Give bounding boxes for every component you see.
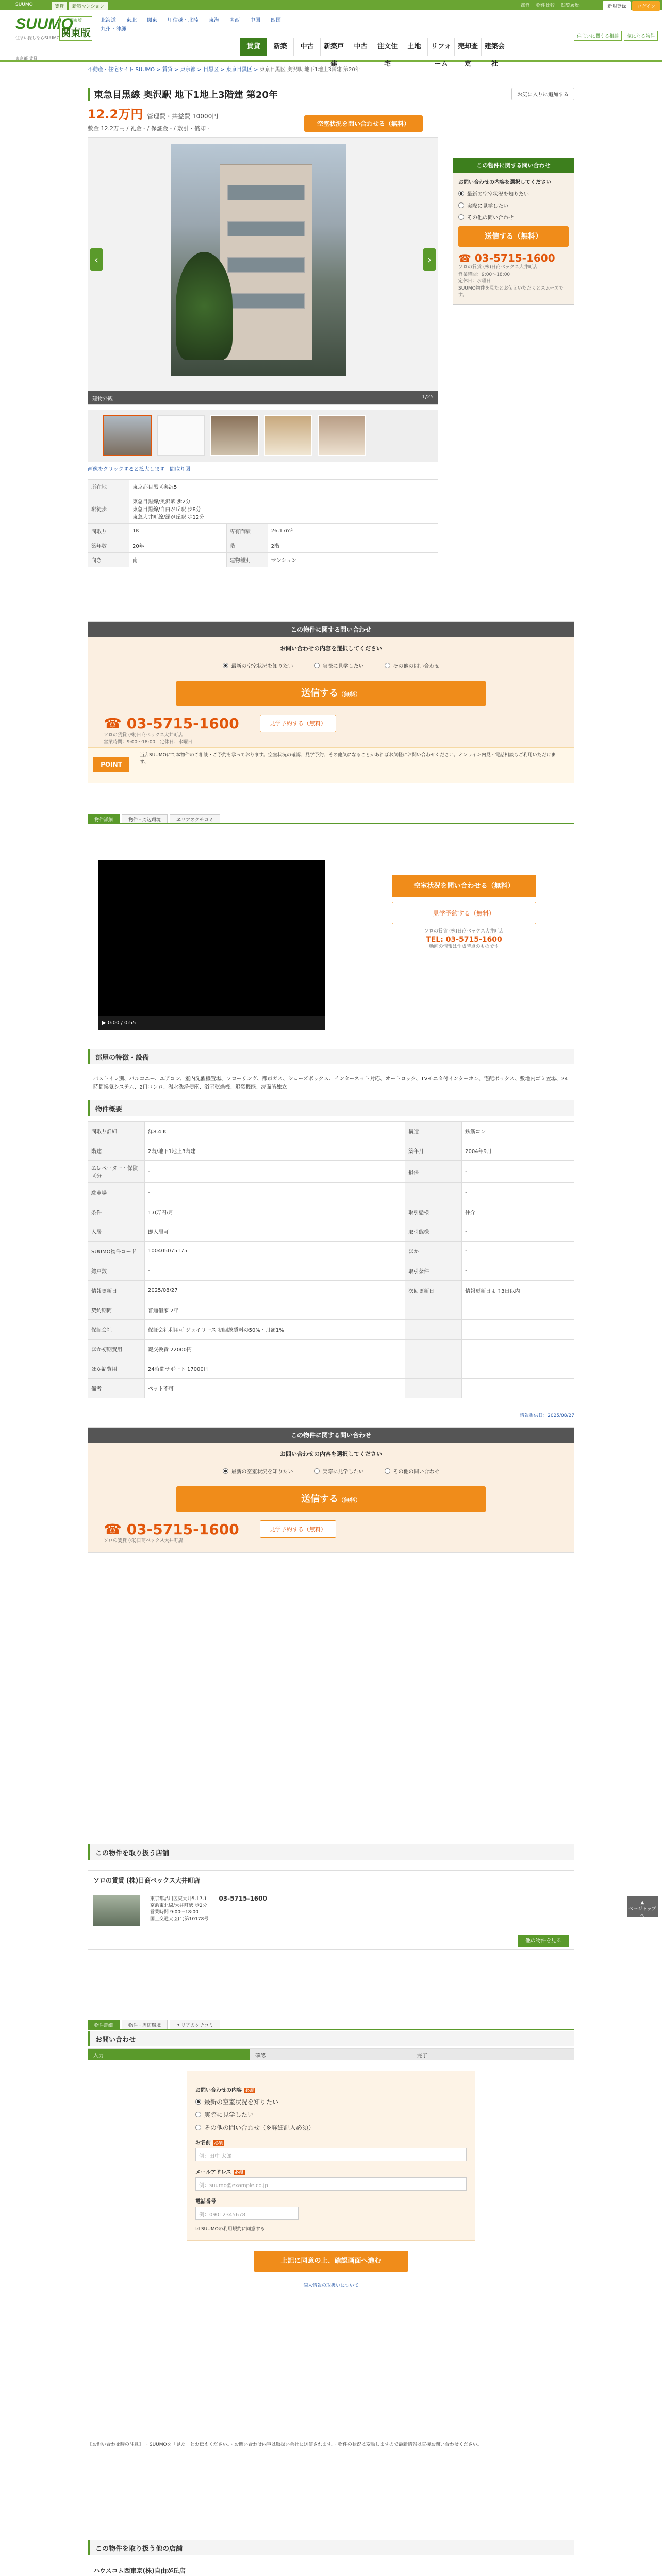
spec-label: 間取り詳細 bbox=[88, 1122, 145, 1141]
spec-value: 普通借家 2年 bbox=[145, 1300, 405, 1320]
point-text: 当店SUUMOにて本物件のご相談・ご予約も承っております。空室状況の確認、見学予約、その他気になることがあればお気軽にお問い合わせください。オンライン内見・電話相談もご利用いただけます。 bbox=[140, 753, 556, 766]
region-link[interactable]: 四国 bbox=[271, 18, 281, 23]
main-nav bbox=[240, 38, 508, 68]
thumbnail[interactable] bbox=[210, 415, 259, 456]
spec-value bbox=[462, 1340, 574, 1359]
spec-value bbox=[462, 1359, 574, 1379]
nav-kenchiku[interactable]: 建築会社 bbox=[481, 38, 508, 56]
spec-label: 入居 bbox=[88, 1222, 145, 1242]
phone-number: 03-5715-1600 bbox=[126, 715, 239, 732]
email-label bbox=[195, 2167, 467, 2175]
video-company: ソロの賃貸 (株)日商ベックス大井町店 bbox=[424, 929, 504, 934]
breadcrumb-current: 東京目黒区 奥沢駅 地下1地上3階建 第20年 bbox=[259, 67, 360, 73]
form-radio[interactable] bbox=[195, 2097, 467, 2106]
spec-value: - bbox=[462, 1161, 574, 1183]
info-value: 20年 bbox=[129, 538, 227, 553]
video-note: 動画の情報は作成時点のものです bbox=[429, 944, 499, 950]
tel-label-text: 電話番号 bbox=[195, 2199, 216, 2205]
breadcrumb-link[interactable]: 目黒区 bbox=[203, 67, 219, 73]
spec-label: 条件 bbox=[88, 1202, 145, 1222]
inquiry-radio[interactable] bbox=[314, 662, 364, 669]
radio-icon bbox=[458, 214, 464, 220]
privacy-link[interactable]: 個人情報の取扱いについて bbox=[303, 2283, 359, 2289]
photo-caption: 建物外観 bbox=[92, 396, 113, 402]
summary-table bbox=[88, 479, 438, 567]
tel-input[interactable]: 例：09012345678 bbox=[195, 2207, 299, 2220]
spec-label: 取引条件 bbox=[405, 1261, 462, 1281]
spec-value: - bbox=[145, 1161, 405, 1183]
below-photo-note bbox=[88, 465, 190, 472]
spec-label: 駐車場 bbox=[88, 1183, 145, 1202]
spec-value: - bbox=[145, 1261, 405, 1281]
inquiry-heading: この物件に関する問い合わせ bbox=[88, 622, 574, 637]
phone-icon: ☎ bbox=[104, 1520, 127, 1538]
spec-heading: 物件概要 bbox=[88, 1100, 574, 1116]
video-visit-button[interactable]: 見学予約する（無料） bbox=[392, 902, 536, 924]
form-heading: お問い合わせ bbox=[88, 2031, 574, 2046]
store-photo bbox=[93, 1895, 140, 1926]
info-value: 南 bbox=[129, 553, 227, 567]
thumbnail[interactable] bbox=[157, 415, 205, 456]
register-button[interactable]: 新規登録 bbox=[603, 1, 631, 11]
store-more-button[interactable]: 他の物件を見る bbox=[518, 1935, 569, 1947]
inquiry-form bbox=[88, 2048, 574, 2295]
radio-icon bbox=[458, 191, 464, 196]
breadcrumb-link[interactable]: 不動産・住宅サイト SUUMO bbox=[88, 67, 155, 73]
radio-label: 実際に見学したい bbox=[322, 664, 364, 669]
topbar-right-link[interactable]: 物件比較 bbox=[536, 3, 555, 8]
up-arrow-icon: ▲ bbox=[640, 1900, 644, 1905]
video-controls[interactable] bbox=[98, 1016, 325, 1030]
detail-tabs-2 bbox=[88, 2020, 574, 2030]
radio-label: 最新の空室状況を知りたい bbox=[231, 664, 293, 669]
photo-caption-bar bbox=[88, 391, 438, 404]
info-label: 間取り bbox=[88, 524, 129, 538]
sidebar-inquiry bbox=[453, 158, 574, 305]
top-inquiry-button[interactable]: 空室状況を問い合わせる（無料） bbox=[304, 115, 423, 132]
form-radio[interactable] bbox=[195, 2123, 467, 2132]
radio-icon bbox=[223, 663, 228, 668]
send-sublabel: （無料） bbox=[338, 691, 361, 698]
info-label: 向き bbox=[88, 553, 129, 567]
equipment-text: バストイレ別、バルコニー、エアコン、室内洗濯機置場、フローリング、都市ガス、シューズボックス、インターネット対応、オートロック、TVモニタ付インターホン、宅配ボックス、敷地内ゴミ置場、24時間換気システム、2口コンロ、温水洗浄便座、浴室乾燥機、追焚機能、洗面所独立 bbox=[88, 1070, 574, 1097]
tab-reviews[interactable]: エリアのクチコミ bbox=[170, 2020, 220, 2029]
sidebar-hours: 営業時間：9:00～18:00 定休日：水曜日 bbox=[458, 272, 510, 284]
confirm-button[interactable]: 上記に同意の上、確認画面へ進む bbox=[254, 2251, 408, 2272]
building-photo bbox=[171, 144, 346, 376]
spec-value bbox=[462, 1379, 574, 1398]
area-badge-top: 関東版 bbox=[60, 17, 92, 24]
spec-label: SUUMO物件コード bbox=[88, 1242, 145, 1261]
visit-reserve-button[interactable]: 見学予約する（無料） bbox=[260, 1520, 336, 1538]
detail-tabs bbox=[88, 814, 574, 824]
spec-value: 2004年9月 bbox=[462, 1141, 574, 1161]
spec-label bbox=[405, 1379, 462, 1398]
spec-label: 総戸数 bbox=[88, 1261, 145, 1281]
fine-print: 【お問い合わせ時の注意】 ・SUUMOを「見た」とお伝えください。・お問い合わせ内容は取扱い会社に送信されます。・物件の状況は変動しますので最新情報は直接お問い合わせください。 bbox=[88, 2442, 482, 2447]
sidebar-heading: この物件に関する問い合わせ bbox=[453, 158, 574, 173]
thumbnail[interactable] bbox=[264, 415, 312, 456]
inquiry-box bbox=[88, 621, 574, 754]
header-favorite-button[interactable]: 気になる物件 bbox=[624, 31, 658, 41]
deposit-fees: 敷金 12.2万円 / 礼金 - / 保証金 - / 敷引・償却 - bbox=[88, 125, 210, 132]
radio-label: 実際に見学したい bbox=[467, 204, 508, 209]
form-step-input: 入力 bbox=[88, 2049, 250, 2060]
store-heading: この物件を取り扱う店舗 bbox=[88, 1844, 574, 1860]
thumbnail[interactable] bbox=[318, 415, 366, 456]
video-inquiry-button[interactable]: 空室状況を問い合わせる（無料） bbox=[392, 875, 536, 897]
topbar-link[interactable]: 賃貸 bbox=[52, 2, 67, 10]
floorplan-link[interactable]: 間取り図 bbox=[170, 467, 191, 472]
info-label: 築年数 bbox=[88, 538, 129, 553]
page-top-button[interactable] bbox=[627, 1896, 658, 1917]
other-store-heading: この物件を取り扱う他の店舗 bbox=[88, 2540, 574, 2555]
radio-icon bbox=[223, 1468, 228, 1474]
sidebar-radio[interactable] bbox=[458, 213, 569, 221]
nav-reform[interactable]: リフォーム bbox=[427, 38, 454, 56]
photo-prev-arrow[interactable]: ‹ bbox=[90, 248, 103, 271]
spec-label bbox=[405, 1183, 462, 1202]
store-address: 東京都品川区東大井5-17-1 bbox=[150, 1896, 207, 1902]
tel-label bbox=[195, 2197, 467, 2205]
info-value: 1K bbox=[129, 524, 227, 538]
store-access: 京浜東北線/大井町駅 歩2分 bbox=[150, 1903, 207, 1908]
topbar-right-link[interactable]: 閲覧履歴 bbox=[560, 3, 580, 8]
info-label: 建物種別 bbox=[226, 553, 268, 567]
video-tel: TEL: 03-5715-1600 bbox=[426, 935, 502, 944]
point-label: POINT bbox=[93, 757, 129, 772]
info-label: 専有面積 bbox=[226, 524, 268, 538]
spec-label: 保証会社 bbox=[88, 1320, 145, 1340]
region-link[interactable]: 関東 bbox=[147, 18, 157, 23]
photo-next-arrow[interactable]: › bbox=[423, 248, 436, 271]
spec-value: ペット不可 bbox=[145, 1379, 405, 1398]
radio-label: 最新の空室状況を知りたい bbox=[231, 1469, 293, 1475]
required-badge: 必須 bbox=[234, 2170, 245, 2175]
tab-environment[interactable]: 物件・周辺環境 bbox=[122, 814, 168, 823]
form-question-label bbox=[195, 2086, 467, 2093]
topbar-intro: SUUMO bbox=[15, 2, 33, 7]
region-link[interactable]: 甲信越・北陸 bbox=[168, 18, 198, 23]
radio-icon bbox=[195, 2112, 201, 2117]
topbar-right-link[interactable]: 都営 bbox=[520, 3, 530, 8]
spec-value: - bbox=[145, 1183, 405, 1202]
radio-label: 実際に見学したい bbox=[322, 1469, 364, 1475]
spec-table bbox=[88, 1121, 574, 1398]
checkbox-icon: ☑ bbox=[195, 2227, 201, 2232]
spec-value: 鍵交換費 22000円 bbox=[145, 1340, 405, 1359]
suumo-logo[interactable]: SUUMO bbox=[15, 15, 73, 32]
store-name[interactable]: ソロの賃貸 (株)日商ベックス大井町店 bbox=[93, 1877, 201, 1884]
email-label-text: メールアドレス bbox=[195, 2170, 231, 2175]
spec-label: 情報更新日 bbox=[88, 1281, 145, 1300]
send-label: 送信する bbox=[301, 1494, 338, 1504]
login-button[interactable]: ログイン bbox=[632, 1, 660, 11]
sidebar-question: お問い合わせの内容を選択してください bbox=[458, 180, 551, 185]
spec-label: 取引態様 bbox=[405, 1222, 462, 1242]
spec-value bbox=[462, 1300, 574, 1320]
spec-value: 鉄筋コン bbox=[462, 1122, 574, 1141]
radio-label: 最新の空室状況を知りたい bbox=[204, 2098, 279, 2106]
phone-icon: ☎ bbox=[104, 715, 127, 732]
region-link[interactable]: 東北 bbox=[126, 18, 137, 23]
name-label-text: お名前 bbox=[195, 2140, 211, 2146]
property-title: 東急目黒線 奥沢駅 地下1地上3階建 第20年 bbox=[88, 88, 574, 101]
spec-label: 損保 bbox=[405, 1161, 462, 1183]
radio-icon bbox=[385, 663, 390, 668]
radio-label: 実際に見学したい bbox=[204, 2111, 254, 2119]
radio-icon bbox=[314, 663, 320, 668]
favorite-button[interactable]: お気に入りに追加する bbox=[511, 88, 574, 100]
spec-value: 洋8.4 K bbox=[145, 1122, 405, 1141]
inquiry-send-button[interactable] bbox=[176, 681, 486, 706]
tab-environment[interactable]: 物件・周辺環境 bbox=[122, 2020, 168, 2029]
spec-label: ほか初期費用 bbox=[88, 1340, 145, 1359]
radio-icon bbox=[195, 2099, 201, 2105]
area-badge-name: 関東版 bbox=[61, 27, 91, 39]
play-icon[interactable]: ▶ bbox=[102, 1020, 108, 1026]
inquiry-radio[interactable] bbox=[385, 662, 440, 669]
radio-label: その他の問い合わせ bbox=[393, 1469, 440, 1475]
store-hours: 営業時間 9:00～18:00 bbox=[150, 1910, 199, 1915]
spec-label bbox=[405, 1320, 462, 1340]
info-label: 階 bbox=[226, 538, 268, 553]
top-strip bbox=[0, 0, 662, 10]
spec-label: 構造 bbox=[405, 1122, 462, 1141]
info-value: 2階 bbox=[268, 538, 438, 553]
nav-tochi[interactable]: 土地 bbox=[401, 38, 427, 56]
spec-label: エレベーター・保険区分 bbox=[88, 1161, 145, 1183]
breadcrumb-link[interactable]: 東京都 bbox=[180, 67, 196, 73]
radio-label: その他の問い合わせ bbox=[467, 215, 514, 221]
form-step-confirm: 確認 bbox=[255, 2053, 266, 2059]
phone-number: 03-5715-1600 bbox=[126, 1520, 239, 1538]
spec-value: - bbox=[462, 1222, 574, 1242]
radio-icon bbox=[195, 2125, 201, 2130]
spec-label bbox=[405, 1340, 462, 1359]
info-label: 所在地 bbox=[88, 480, 129, 494]
info-value: 東急目黒線/奥沢駅 歩2分 東急目黒線/自由が丘駅 歩8分 東急大井町線/緑が丘駅 歩12分 bbox=[129, 494, 438, 524]
nav-shinchiku[interactable]: 新築 bbox=[267, 38, 293, 56]
email-input[interactable]: 例：suumo@example.co.jp bbox=[195, 2177, 467, 2191]
radio-icon bbox=[458, 202, 464, 208]
nav-chumon[interactable]: 注文住宅 bbox=[374, 38, 401, 56]
radio-label: その他の問い合わせ（※詳細記入必須） bbox=[204, 2124, 315, 2131]
nav-shinchiku-kodate[interactable]: 新築戸建 bbox=[320, 38, 347, 56]
q-text: お問い合わせの内容 bbox=[195, 2088, 242, 2093]
sidebar-company: ソロの賃貸 (株)日商ベックス大井町店 bbox=[458, 265, 538, 270]
send-sublabel: （無料） bbox=[338, 1497, 361, 1503]
sidebar-phone bbox=[458, 252, 569, 264]
breadcrumb: 不動産・住宅サイト SUUMO > 賃貸 > 東京都 > 目黒区 > 東京目黒区 > 東京目黒区 奥沢駅 地下1地上3階建 第20年 bbox=[88, 67, 360, 73]
region-link[interactable]: 九州・沖縄 bbox=[101, 27, 126, 32]
spec-value: 2025/08/27 bbox=[145, 1281, 405, 1300]
spec-label: ほか諸費用 bbox=[88, 1359, 145, 1379]
spec-label: ほか bbox=[405, 1242, 462, 1261]
info-label: 駅徒歩 bbox=[88, 494, 129, 524]
region-link[interactable]: 東海 bbox=[209, 18, 219, 23]
spec-value: 仲介 bbox=[462, 1202, 574, 1222]
radio-icon bbox=[385, 1468, 390, 1474]
region-link[interactable]: 関西 bbox=[229, 18, 240, 23]
spec-label: 次回更新日 bbox=[405, 1281, 462, 1300]
inquiry-radio[interactable] bbox=[314, 1467, 364, 1475]
visit-reserve-button[interactable]: 見学予約する（無料） bbox=[260, 715, 336, 732]
spec-label: 階建 bbox=[88, 1141, 145, 1161]
thumbnail[interactable] bbox=[103, 415, 152, 456]
site-header bbox=[0, 10, 662, 68]
required-badge: 必須 bbox=[213, 2140, 224, 2146]
form-step-done: 完了 bbox=[417, 2053, 427, 2059]
tab-reviews[interactable]: エリアのクチコミ bbox=[170, 814, 220, 823]
spec-value: 2階/地下1地上3階建 bbox=[145, 1141, 405, 1161]
nav-chuko-kodate[interactable]: 中古 bbox=[347, 38, 374, 56]
spec-label: 取引態様 bbox=[405, 1202, 462, 1222]
breadcrumb-link[interactable]: 賃貸 bbox=[162, 67, 173, 73]
inquiry-company: ソロの賃貸 (株)日商ベックス大井町店 bbox=[104, 733, 183, 738]
spec-value: 保証会社利用可 ジェイリース 初回総賃料の50%・月額1% bbox=[145, 1320, 405, 1340]
phone-icon: ☎ bbox=[458, 252, 475, 264]
inquiry-radio[interactable] bbox=[223, 662, 293, 669]
logo-subtitle: 住まい探しならSUUMO bbox=[15, 36, 60, 40]
radio-icon bbox=[314, 1468, 320, 1474]
video-time: 0:00 / 0:55 bbox=[107, 1020, 136, 1026]
inquiry-box-2 bbox=[88, 1427, 574, 1553]
radio-label: 最新の空室状況を知りたい bbox=[467, 192, 529, 197]
equipment-heading: 部屋の特徴・設備 bbox=[88, 1049, 574, 1064]
spec-label: 築年月 bbox=[405, 1141, 462, 1161]
spec-value: - bbox=[462, 1242, 574, 1261]
spec-value: 24時間サポート 17000円 bbox=[145, 1359, 405, 1379]
spec-note: 情報提供日：2025/08/27 bbox=[520, 1413, 574, 1418]
info-value: 26.17m² bbox=[268, 524, 438, 538]
required-badge: 必須 bbox=[244, 2088, 255, 2093]
name-input[interactable]: 例：田中 太郎 bbox=[195, 2148, 467, 2161]
area-badge bbox=[59, 16, 92, 41]
spec-value: 1.0万円/月 bbox=[145, 1202, 405, 1222]
radio-label: その他の問い合わせ bbox=[393, 664, 440, 669]
spec-label: 契約期間 bbox=[88, 1300, 145, 1320]
breadcrumb-link[interactable]: 東京目黒区 bbox=[226, 67, 252, 73]
topbar-link[interactable]: 新築マンション bbox=[69, 2, 108, 10]
nav-chintai[interactable]: 賃貸 bbox=[240, 38, 267, 56]
sidebar-send-button[interactable]: 送信する（無料） bbox=[458, 226, 569, 247]
spec-value: 情報更新日より3日以内 bbox=[462, 1281, 574, 1300]
inquiry-radio[interactable] bbox=[223, 1467, 293, 1475]
inquiry-radio[interactable] bbox=[385, 1467, 440, 1475]
sidebar-note: SUUMO物件を見たとお伝えいただくとスムーズです。 bbox=[458, 285, 564, 298]
sidebar-radio[interactable] bbox=[458, 201, 569, 209]
send-label: 送信する bbox=[301, 688, 338, 699]
rent-price: 12.2万円 bbox=[88, 107, 143, 122]
other-store-name[interactable]: ハウスコム西東京(株)自由が丘店 bbox=[93, 2567, 186, 2574]
inquiry-heading: この物件に関する問い合わせ bbox=[88, 1428, 574, 1443]
spec-value: - bbox=[462, 1183, 574, 1202]
store-box bbox=[88, 1870, 574, 1950]
spec-value bbox=[462, 1320, 574, 1340]
inquiry-send-button[interactable] bbox=[176, 1486, 486, 1512]
agree-label: SUUMOの利用規約に同意する bbox=[201, 2227, 265, 2232]
name-label bbox=[195, 2138, 467, 2146]
agree-checkbox[interactable] bbox=[195, 2225, 467, 2232]
form-radio[interactable] bbox=[195, 2110, 467, 2119]
tab-detail[interactable]: 物件詳細 bbox=[88, 814, 120, 823]
store-license: 国土交通大臣(1)第10178号 bbox=[150, 1917, 209, 1922]
thumbnail-strip bbox=[88, 410, 438, 462]
inquiry-phone bbox=[104, 1521, 239, 1538]
phone-number: 03-5715-1600 bbox=[474, 252, 555, 264]
store-tel: 03-5715-1600 bbox=[219, 1895, 267, 1902]
photo-counter: 1/25 bbox=[422, 394, 434, 400]
video-side-cta bbox=[366, 871, 562, 951]
nav-baikyaku[interactable]: 売却査定 bbox=[454, 38, 481, 56]
page-top-label: ページトップへ bbox=[628, 1907, 656, 1919]
region-link[interactable]: 中国 bbox=[250, 18, 260, 23]
photo-note: 画像をクリックすると拡大します bbox=[88, 467, 165, 472]
sidebar-radio[interactable] bbox=[458, 190, 569, 197]
management-fee: 管理費・共益費 10000円 bbox=[147, 113, 219, 120]
inquiry-question: お問い合わせの内容を選択してください bbox=[280, 1451, 382, 1458]
info-value: マンション bbox=[268, 553, 438, 567]
inquiry-company: ソロの賃貸 (株)日商ベックス大井町店 bbox=[104, 1538, 183, 1544]
region-link[interactable]: 北海道 bbox=[101, 18, 116, 23]
header-tagline: 東京都 賃貸 bbox=[15, 56, 38, 61]
spec-value: 100405075175 bbox=[145, 1242, 405, 1261]
nav-chuko[interactable]: 中古 bbox=[293, 38, 320, 56]
spec-label bbox=[405, 1300, 462, 1320]
header-consult-button[interactable]: 住まいに関する相談 bbox=[574, 31, 622, 41]
point-box bbox=[88, 747, 574, 783]
spec-label bbox=[405, 1359, 462, 1379]
property-video[interactable] bbox=[98, 860, 325, 1030]
main-photo[interactable] bbox=[88, 137, 438, 405]
spec-value: 即入居可 bbox=[145, 1222, 405, 1242]
inquiry-hours: 営業時間：9:00～18:00 定休日：水曜日 bbox=[104, 739, 193, 745]
other-store-box bbox=[88, 2561, 574, 2576]
spec-value: - bbox=[462, 1261, 574, 1281]
inquiry-phone bbox=[104, 715, 239, 732]
info-value: 東京都目黒区奥沢5 bbox=[129, 480, 438, 494]
spec-label: 備考 bbox=[88, 1379, 145, 1398]
inquiry-question: お問い合わせの内容を選択してください bbox=[280, 645, 382, 652]
main-content bbox=[88, 88, 574, 2574]
tab-detail[interactable]: 物件詳細 bbox=[88, 2020, 120, 2029]
